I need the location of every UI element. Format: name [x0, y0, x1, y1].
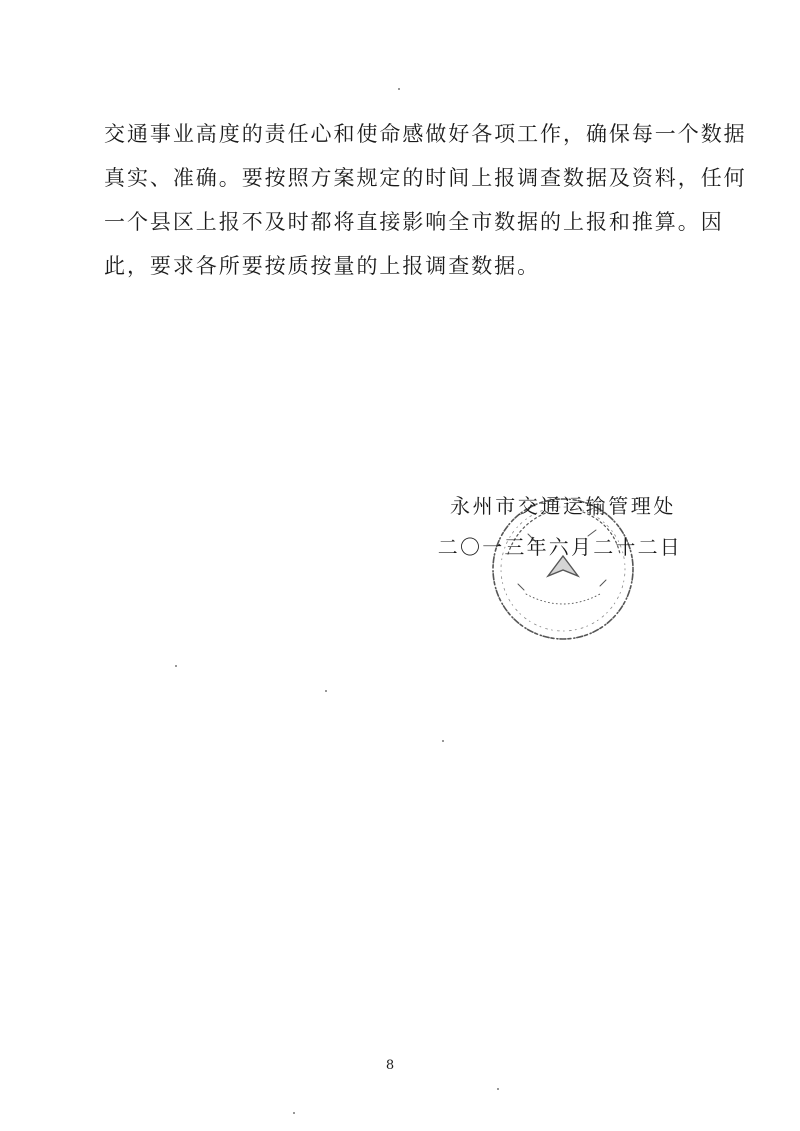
body-line-1: 交通事业高度的责任心和使命感做好各项工作，确保每一个数据	[104, 122, 747, 146]
issuing-organization: 永州市交通运输管理处	[450, 494, 676, 518]
scan-speck	[325, 690, 327, 692]
body-line-3: 一个县区上报不及时都将直接影响全市数据的上报和推算。因	[104, 210, 724, 234]
scan-speck	[398, 88, 400, 90]
scan-speck	[442, 740, 444, 742]
body-line-2: 真实、准确。要按照方案规定的时间上报调查数据及资料，任何	[104, 166, 747, 190]
scan-speck	[497, 1088, 499, 1090]
page-number: 8	[385, 1058, 395, 1073]
scan-speck	[293, 1112, 295, 1114]
issue-date: 二〇一三年六月二十二日	[437, 535, 682, 559]
scan-speck	[175, 665, 177, 667]
body-line-4: 此，要求各所要按质按量的上报调查数据。	[104, 254, 541, 278]
